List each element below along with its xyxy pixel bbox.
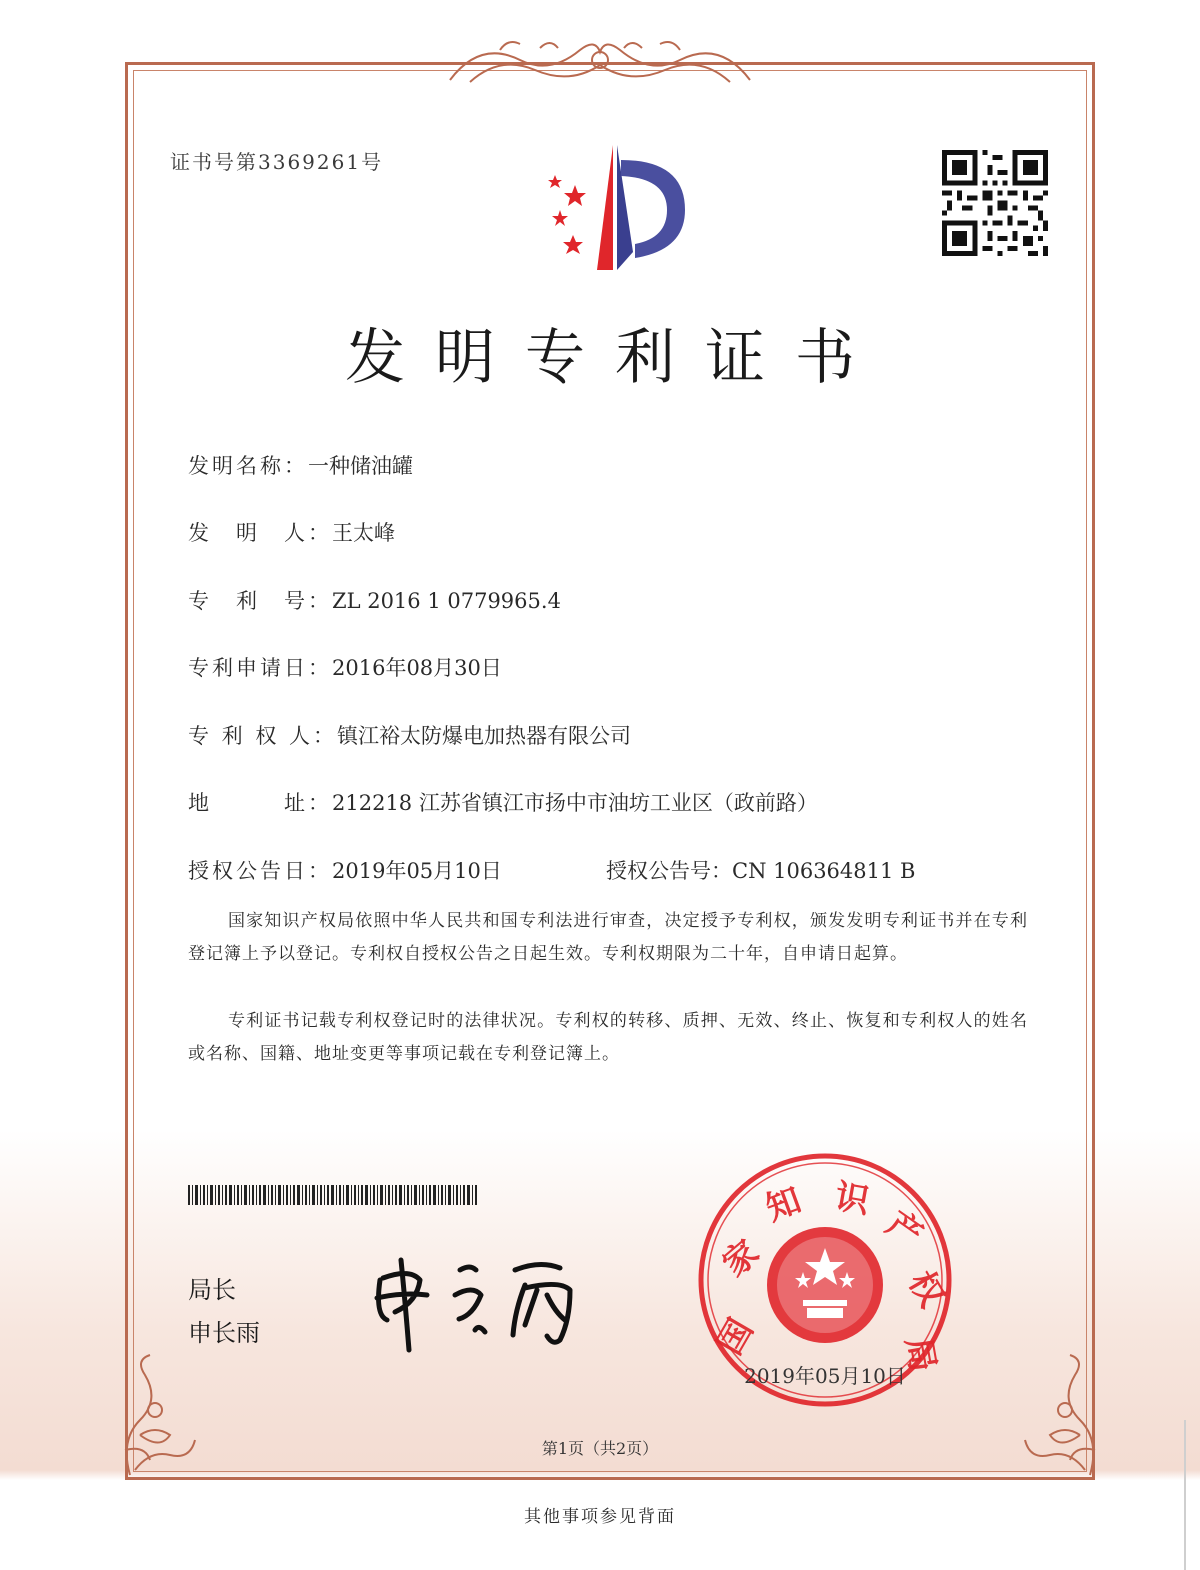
svg-text:国: 国 xyxy=(709,1312,762,1362)
svg-text:产: 产 xyxy=(878,1203,930,1256)
svg-text:局: 局 xyxy=(897,1334,943,1375)
page-number: 第1页（共2页） xyxy=(541,1439,659,1458)
statement-paragraph-1: 国家知识产权局依照中华人民共和国专利法进行审查，决定授予专利权，颁发发明专利证书并在专利登记簿上予以登记。专利权自授权公告之日起生效。专利权期限为二十年，自申请日起算。 xyxy=(188,911,1028,964)
patent-number-value: ZL 2016 1 0779965.4 xyxy=(332,589,561,613)
patent-number-label: 专 利 号： xyxy=(188,589,332,613)
svg-text:知: 知 xyxy=(760,1180,807,1230)
signature-icon xyxy=(365,1240,615,1360)
patentee-label: 专 利 权 人： xyxy=(188,724,338,748)
bottom-left-ornament-icon xyxy=(115,1350,205,1480)
footer-note: 其他事项参见背面 xyxy=(524,1507,676,1527)
barcode-icon xyxy=(188,1185,478,1205)
patentee-value: 镇江裕太防爆电加热器有限公司 xyxy=(337,724,632,748)
application-date-value: 2016年08月30日 xyxy=(332,656,502,680)
inventor-label: 发 明 人： xyxy=(188,521,332,545)
application-date-row xyxy=(188,652,502,682)
statement-paragraph-2: 专利证书记载专利权登记时的法律状况。专利权的转移、质押、无效、终止、恢复和专利权人的姓名或名称、国籍、地址变更等事项记载在专利登记簿上。 xyxy=(188,1011,1028,1064)
grant-number-value: CN 106364811 B xyxy=(732,859,916,883)
inventor-value: 王太峰 xyxy=(332,521,395,545)
invention-name-row xyxy=(188,450,413,480)
grant-date-label: 授权公告日： xyxy=(188,859,332,883)
seal-date: 2019年05月10日 xyxy=(744,1364,906,1388)
address-row xyxy=(188,787,818,817)
svg-text:识: 识 xyxy=(831,1176,873,1222)
grant-date-row xyxy=(188,855,502,885)
patentee-row xyxy=(188,720,631,750)
scan-edge-line xyxy=(1184,1420,1186,1570)
application-date-label: 专利申请日： xyxy=(188,656,332,680)
svg-text:权: 权 xyxy=(900,1264,952,1315)
qr-code-icon xyxy=(942,150,1048,256)
grant-date-value: 2019年05月10日 xyxy=(332,859,502,883)
inventor-row xyxy=(188,517,395,547)
address-value: 212218 江苏省镇江市扬中市油坊工业区（政前路） xyxy=(332,791,818,815)
director-name: 申长雨 xyxy=(188,1319,260,1347)
bottom-right-ornament-icon xyxy=(1015,1350,1105,1480)
top-ornament-icon xyxy=(440,30,760,92)
document-title: 发明专利证书 xyxy=(345,323,885,393)
invention-name-value: 一种储油罐 xyxy=(308,454,413,478)
director-title: 局长 xyxy=(188,1276,236,1304)
svg-text:家: 家 xyxy=(715,1232,768,1285)
address-label: 地 址： xyxy=(188,791,332,815)
patent-office-emblem-icon xyxy=(525,140,695,275)
invention-name-label: 发明名称： xyxy=(188,454,308,478)
certificate-number: 证书号第3369261号 xyxy=(170,150,384,174)
patent-number-row xyxy=(188,585,561,615)
grant-number-row xyxy=(606,855,915,885)
grant-number-label: 授权公告号： xyxy=(606,859,732,883)
